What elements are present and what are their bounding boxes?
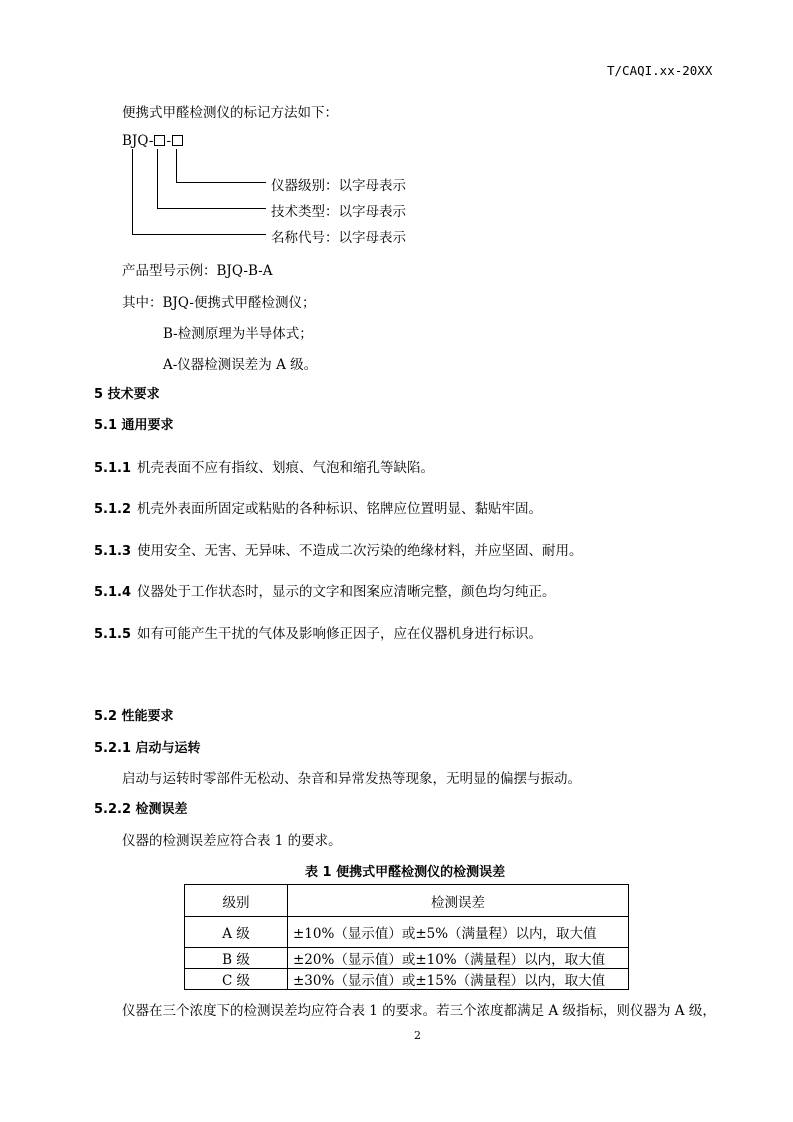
bracket-line-tech-h [157, 208, 266, 209]
clause-text: 如有可能产生干扰的气体及影响修正因子，应在仪器机身进行标识。 [137, 626, 543, 642]
label-name-code: 名称代号：以字母表示 [271, 230, 406, 246]
clause-text: 使用安全、无害、无异味、不造成二次污染的绝缘材料，并应坚固、耐用。 [137, 543, 583, 559]
table-row [185, 948, 629, 969]
marking-where-3: A-仪器检测误差为 A 级。 [163, 357, 318, 373]
clause-text: 仪器处于工作状态时，显示的文字和图案应清晰完整，颜色均匀纯正。 [137, 584, 556, 600]
table-row [185, 969, 629, 990]
code-separator: - [166, 133, 172, 149]
section-5-2-2-title: 5.2.2 检测误差 [94, 802, 188, 817]
table-cell-level: A 级 [185, 917, 288, 948]
table-1-caption: 表 1 便携式甲醛检测仪的检测误差 [305, 865, 506, 880]
section-5-title: 5 技术要求 [94, 387, 160, 402]
section-5-2-1-title: 5.2.1 启动与运转 [94, 741, 201, 756]
placeholder-box-1 [154, 135, 165, 146]
marking-where-1: 其中：BJQ-便携式甲醛检测仪； [122, 295, 316, 311]
table-header-error: 检测误差 [288, 885, 629, 917]
section-5-2-2-text: 仪器的检测误差应符合表 1 的要求。 [122, 833, 342, 849]
code-prefix: BJQ- [122, 133, 154, 149]
table-cell-error: ±30%（显示值）或±15%（满量程）以内，取大值 [288, 969, 629, 990]
page-number: 2 [414, 1029, 421, 1042]
clause-number: 5.1.1 [94, 461, 132, 476]
section-5-2-title: 5.2 性能要求 [94, 709, 174, 724]
bracket-line-tech-v [157, 149, 158, 208]
clause-5-1-2 [94, 497, 542, 517]
marking-example: 产品型号示例：BJQ-B-A [122, 263, 273, 279]
bracket-line-name-v [132, 149, 133, 234]
clause-5-1-3 [94, 539, 583, 559]
table-cell-level: C 级 [185, 969, 288, 990]
bracket-line-level-v [176, 149, 177, 182]
table-cell-error: ±10%（显示值）或±5%（满量程）以内，取大值 [288, 917, 629, 948]
bracket-line-level-h [176, 182, 266, 183]
label-instrument-level: 仪器级别：以字母表示 [271, 178, 406, 194]
marking-code [122, 133, 184, 149]
table-header-row [185, 885, 629, 917]
clause-text: 机壳表面不应有指纹、划痕、气泡和缩孔等缺陷。 [137, 460, 435, 476]
clause-5-1-5 [94, 622, 542, 642]
clause-text: 机壳外表面所固定或粘贴的各种标识、铭牌应位置明显、黏贴牢固。 [137, 501, 543, 517]
clause-number: 5.1.2 [94, 502, 132, 517]
clause-number: 5.1.3 [94, 544, 132, 559]
label-tech-type: 技术类型：以字母表示 [271, 204, 406, 220]
bracket-line-name-h [132, 234, 266, 235]
tail-paragraph: 仪器在三个浓度下的检测误差均应符合表 1 的要求。若三个浓度都满足 A 级指标，则仪器为 A 级， [122, 1003, 716, 1019]
clause-5-1-1 [94, 456, 434, 476]
table-cell-error: ±20%（显示值）或±10%（满量程）以内，取大值 [288, 948, 629, 969]
section-5-1-title: 5.1 通用要求 [94, 418, 174, 433]
clause-number: 5.1.5 [94, 627, 132, 642]
marking-intro: 便携式甲醛检测仪的标记方法如下： [122, 105, 338, 121]
table-header-level: 级别 [185, 885, 288, 917]
section-5-2-1-text: 启动与运转时零部件无松动、杂音和异常发热等现象，无明显的偏摆与振动。 [122, 771, 581, 787]
table-row [185, 917, 629, 948]
table-cell-level: B 级 [185, 948, 288, 969]
clause-number: 5.1.4 [94, 585, 132, 600]
clause-5-1-4 [94, 580, 556, 600]
marking-where-2: B-检测原理为半导体式； [163, 326, 313, 342]
doc-code-header: T/CAQI.xx-20XX [607, 63, 713, 78]
placeholder-box-2 [172, 135, 183, 146]
table-1 [184, 884, 629, 990]
